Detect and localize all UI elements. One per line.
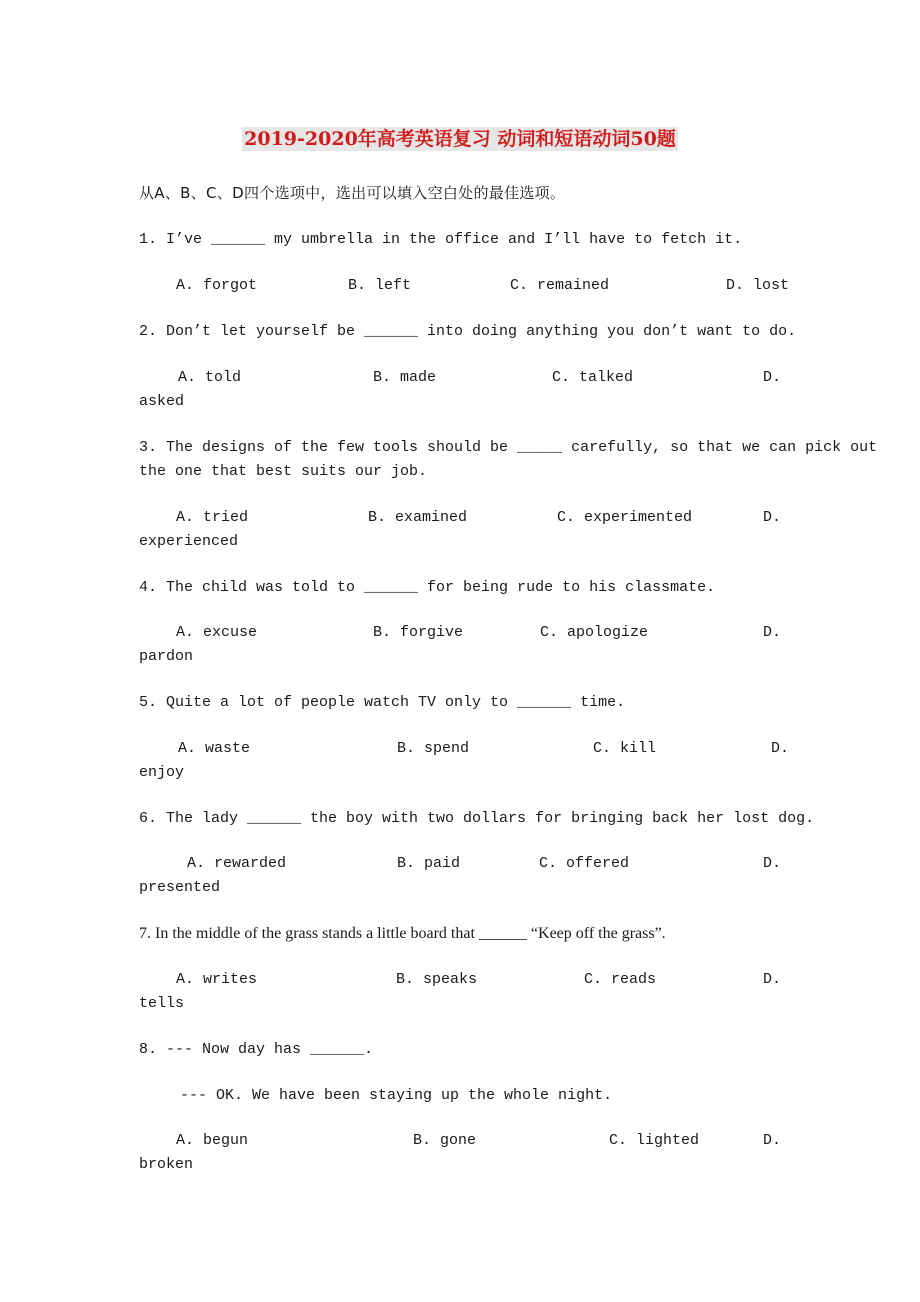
question-7-option-c: C. reads	[584, 971, 657, 988]
question-7-option-b: B. speaks	[396, 971, 478, 988]
title-text: 2019-2020年高考英语复习 动词和短语动词50题	[244, 128, 676, 150]
question-6-option-b: B. paid	[397, 855, 461, 872]
question-7-option-d-text: tells	[139, 995, 185, 1012]
question-5-option-a: A. waste	[178, 740, 251, 757]
question-6-option-d: D.	[763, 855, 782, 872]
question-8-option-a: A. begun	[176, 1132, 249, 1149]
question-4-option-a: A. excuse	[176, 624, 258, 641]
question-4-option-d: D.	[763, 624, 782, 641]
question-2-option-d-text: asked	[139, 393, 185, 410]
question-3-stem: 3. The designs of the few tools should be _____ carefully, so that we can pick out	[139, 439, 878, 456]
question-8-stem: 8. --- Now day has ______.	[139, 1041, 374, 1058]
question-4-option-d-text: pardon	[139, 648, 194, 665]
question-1-option-a: A. forgot	[176, 277, 258, 294]
question-8-stem-continued: --- OK. We have been staying up the whole night.	[180, 1087, 613, 1104]
question-2-stem: 2. Don’t let yourself be ______ into doing anything you don’t want to do.	[139, 323, 797, 340]
question-4-stem: 4. The child was told to ______ for being rude to his classmate.	[139, 579, 716, 596]
question-6-option-a: A. rewarded	[187, 855, 287, 872]
question-6-stem: 6. The lady ______ the boy with two dollars for bringing back her lost dog.	[139, 810, 815, 827]
question-6-option-c: C. offered	[539, 855, 630, 872]
question-5-stem: 5. Quite a lot of people watch TV only to ______ time.	[139, 694, 626, 711]
question-4-option-b: B. forgive	[373, 624, 464, 641]
question-3-option-a: A. tried	[176, 509, 249, 526]
question-2-option-b: B. made	[373, 369, 437, 386]
question-3-stem-continued: the one that best suits our job.	[139, 463, 428, 480]
question-2-option-d: D.	[763, 369, 782, 386]
question-8-option-d: D.	[763, 1132, 782, 1149]
question-8-option-b: B. gone	[413, 1132, 477, 1149]
question-1-option-b: B. left	[348, 277, 412, 294]
question-5-option-c: C. kill	[593, 740, 657, 757]
question-8-option-d-text: broken	[139, 1156, 194, 1173]
question-7-option-d: D.	[763, 971, 782, 988]
instruction-text: 从A、B、C、D四个选项中，选出可以填入空白处的最佳选项。	[139, 184, 566, 202]
question-1-option-d: D. lost	[726, 277, 790, 294]
question-3-option-d-text: experienced	[139, 533, 239, 550]
question-5-option-b: B. spend	[397, 740, 470, 757]
question-3-option-b: B. examined	[368, 509, 468, 526]
question-4-option-c: C. apologize	[540, 624, 649, 641]
question-2-option-c: C. talked	[552, 369, 634, 386]
question-1-option-c: C. remained	[510, 277, 610, 294]
question-5-option-d: D.	[771, 740, 790, 757]
question-6-option-d-text: presented	[139, 879, 221, 896]
question-1-stem: 1. I’ve ______ my umbrella in the office and I’ll have to fetch it.	[139, 231, 743, 248]
question-7-stem: 7. In the middle of the grass stands a little board that ______ “Keep off the grass”.	[139, 925, 666, 942]
document-title	[0, 124, 920, 151]
question-2-option-a: A. told	[178, 369, 242, 386]
question-3-option-c: C. experimented	[557, 509, 693, 526]
question-8-option-c: C. lighted	[609, 1132, 700, 1149]
question-7-option-a: A. writes	[176, 971, 258, 988]
question-5-option-d-text: enjoy	[139, 764, 185, 781]
question-3-option-d: D.	[763, 509, 782, 526]
